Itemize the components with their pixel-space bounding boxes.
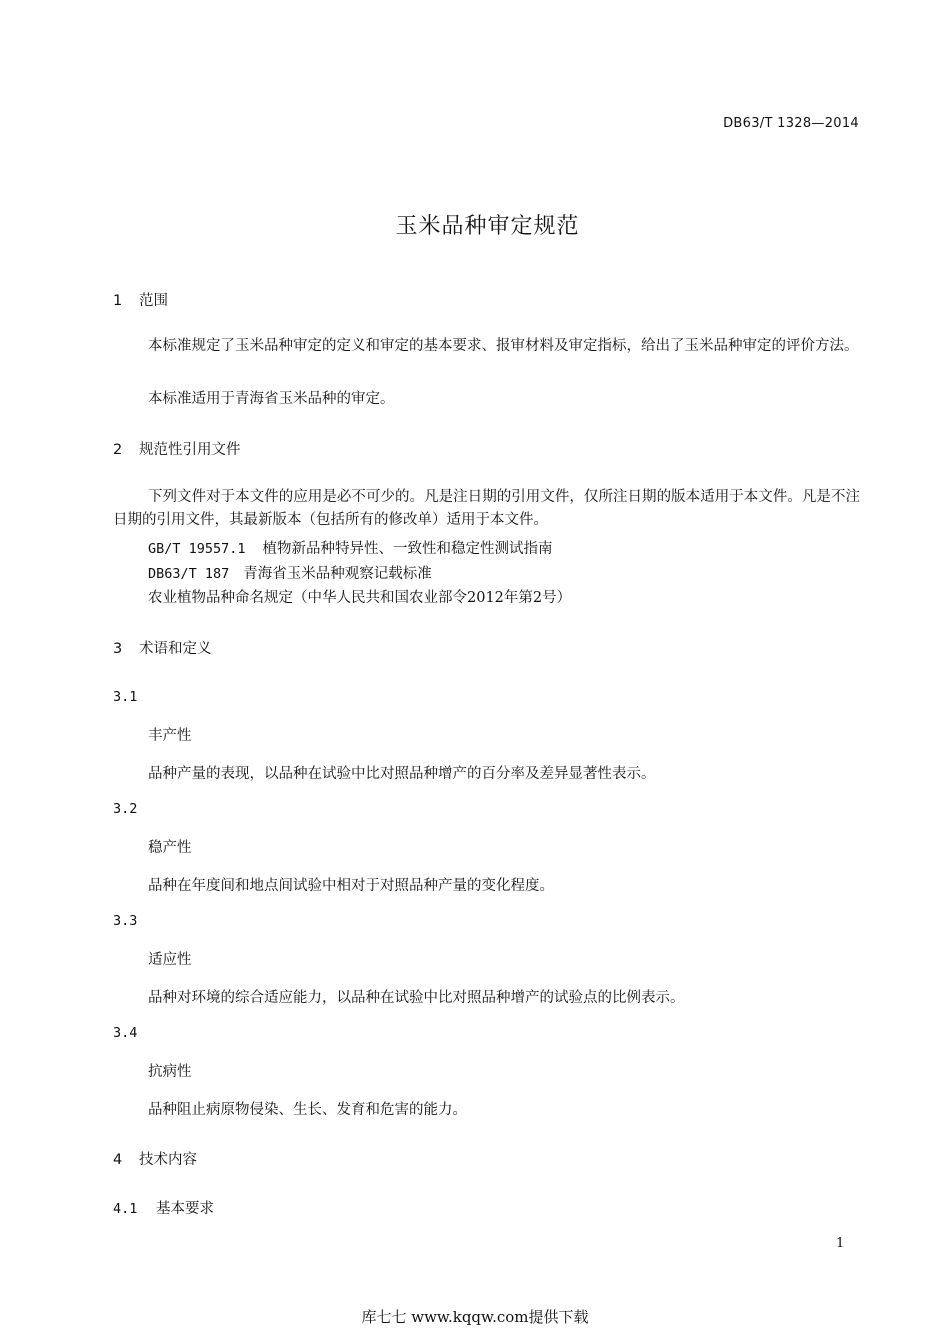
section-title: 技术内容	[139, 1152, 197, 1168]
term-number: 3.2	[113, 801, 138, 817]
reference-code: DB63/T 187	[148, 566, 230, 582]
standard-code: DB63/T 1328—2014	[723, 116, 859, 131]
download-footer: 库七七 www.kqqw.com提供下载	[361, 1308, 589, 1326]
page-number: 1	[836, 1236, 845, 1251]
term-definition: 品种在年度间和地点间试验中相对于对照品种产量的变化程度。	[148, 878, 554, 894]
reference-item	[148, 537, 553, 558]
section-heading-normative-references	[113, 438, 241, 459]
section-heading-technical-content	[113, 1148, 197, 1169]
term-name: 丰产性	[148, 728, 192, 744]
reference-item	[148, 562, 432, 583]
reference-title: 农业植物品种命名规定（中华人民共和国农业部令2012年第2号）	[148, 590, 572, 606]
paragraph: 本标准规定了玉米品种审定的定义和审定的基本要求、报审材料及审定指标，给出了玉米品种审定的评价方法。	[148, 338, 859, 354]
term-definition: 品种对环境的综合适应能力，以品种在试验中比对照品种增产的试验点的比例表示。	[148, 990, 685, 1006]
section-heading-terms	[113, 637, 212, 658]
term-definition: 品种产量的表现，以品种在试验中比对照品种增产的百分率及差异显著性表示。	[148, 766, 656, 782]
term-number: 3.1	[113, 689, 138, 705]
term-name: 稳产性	[148, 840, 192, 856]
subsection-title: 基本要求	[156, 1201, 214, 1217]
term-number: 3.4	[113, 1025, 138, 1041]
paragraph: 本标准适用于青海省玉米品种的审定。	[148, 391, 395, 407]
subsection-number: 4.1	[113, 1201, 138, 1217]
subsection-heading-basic-requirements	[113, 1197, 214, 1218]
reference-item	[148, 586, 571, 607]
section-number: 3	[113, 641, 123, 657]
term-number: 3.3	[113, 913, 138, 929]
term-name: 抗病性	[148, 1064, 192, 1080]
section-title: 范围	[139, 293, 168, 309]
term-name: 适应性	[148, 952, 192, 968]
section-number: 1	[113, 293, 123, 309]
document-title: 玉米品种审定规范	[395, 214, 580, 239]
term-definition: 品种阻止病原物侵染、生长、发育和危害的能力。	[148, 1102, 467, 1118]
section-number: 4	[113, 1152, 123, 1168]
reference-title: 青海省玉米品种观察记载标准	[243, 566, 432, 582]
section-number: 2	[113, 442, 123, 458]
reference-code: GB/T 19557.1	[148, 541, 246, 557]
paragraph: 下列文件对于本文件的应用是必不可少的。凡是注日期的引用文件，仅所注日期的版本适用于本文件。凡是不注日期的引用文件，其最新版本（包括所有的修改单）适用于本文件。	[113, 489, 860, 528]
section-title: 术语和定义	[139, 641, 212, 657]
section-title: 规范性引用文件	[139, 442, 241, 458]
reference-title: 植物新品种特异性、一致性和稳定性测试指南	[262, 541, 553, 557]
section-heading-scope	[113, 289, 168, 310]
